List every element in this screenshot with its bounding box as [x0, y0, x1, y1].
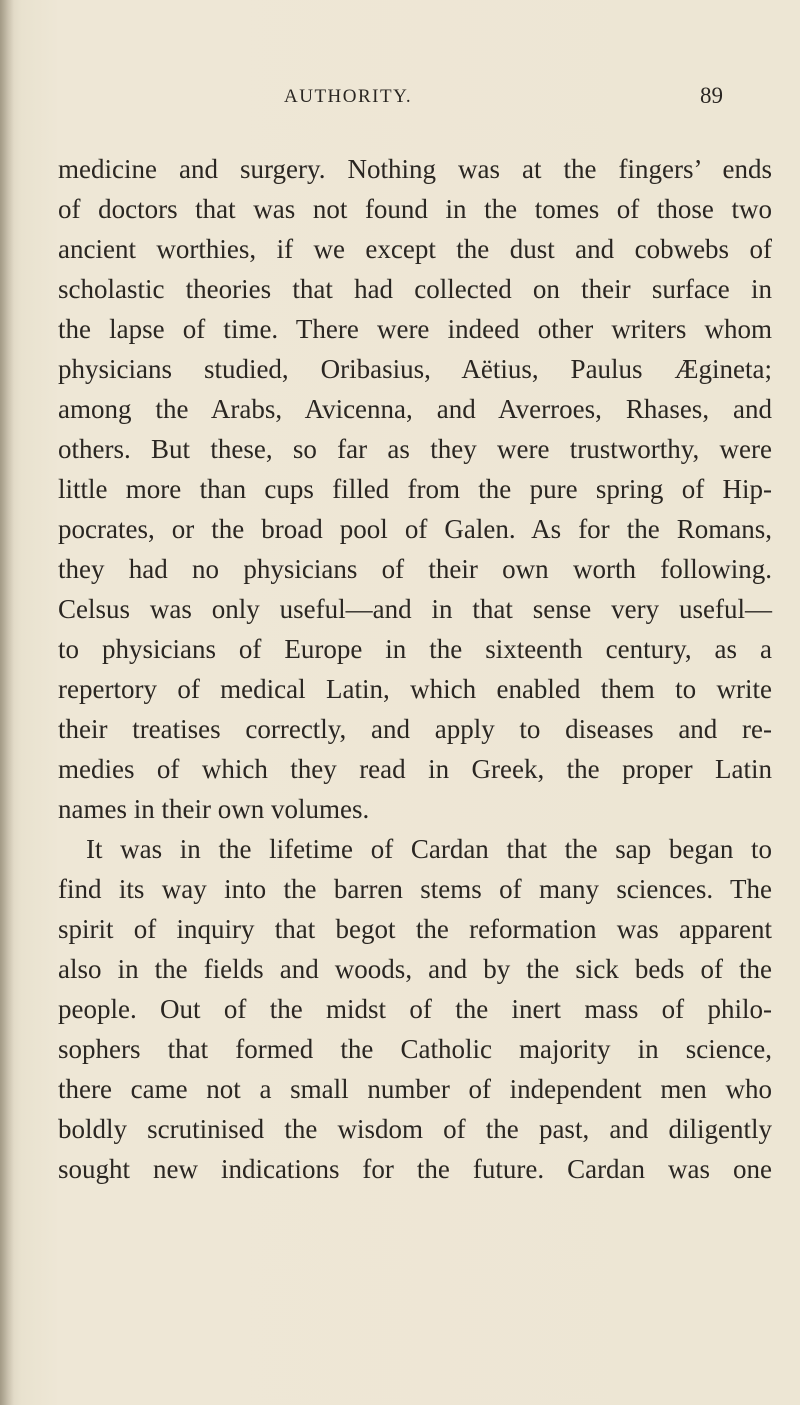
text-line: the lapse of time. There were indeed other writers whom: [58, 314, 772, 344]
text-line: they had no physicians of their own worth following.: [58, 554, 772, 584]
text-line: names in their own volumes.: [58, 794, 370, 824]
text-line: to physicians of Europe in the sixteenth century, as a: [58, 634, 772, 664]
running-head: AUTHORITY.: [284, 86, 413, 107]
text-line: among the Arabs, Avicenna, and Averroes, Rhases, and: [58, 394, 772, 424]
text-line: scholastic theories that had collected on their surface in: [58, 274, 772, 304]
text-line: people. Out of the midst of the inert mass of philo-: [58, 994, 772, 1024]
text-line: medies of which they read in Greek, the proper Latin: [58, 754, 772, 784]
text-line: It was in the lifetime of Cardan that the sap began to: [86, 834, 772, 864]
text-line: medicine and surgery. Nothing was at the fingers’ ends: [58, 154, 772, 184]
text-line: ancient worthies, if we except the dust and cobwebs of: [58, 234, 772, 264]
text-line: physicians studied, Oribasius, Aëtius, Paulus Ægineta;: [58, 354, 772, 384]
text-line: their treatises correctly, and apply to diseases and re-: [58, 714, 772, 744]
text-line: pocrates, or the broad pool of Galen. As for the Romans,: [58, 514, 772, 544]
text-line: find its way into the barren stems of many sciences. The: [58, 874, 772, 904]
page-number: 89: [700, 83, 723, 108]
text-line: also in the fields and woods, and by the sick beds of the: [58, 954, 772, 984]
text-line: little more than cups filled from the pure spring of Hip-: [58, 474, 772, 504]
text-line: Celsus was only useful—and in that sense very useful—: [58, 594, 772, 624]
text-line: boldly scrutinised the wisdom of the past, and diligently: [58, 1114, 772, 1144]
text-line: repertory of medical Latin, which enabled them to write: [58, 674, 772, 704]
text-line: spirit of inquiry that begot the reformation was apparent: [58, 914, 772, 944]
text-line: sought new indications for the future. Cardan was one: [58, 1154, 772, 1184]
spine-shadow: [0, 0, 14, 1405]
text-line: of doctors that was not found in the tomes of those two: [58, 194, 772, 224]
text-line: there came not a small number of independent men who: [58, 1074, 772, 1104]
text-line: sophers that formed the Catholic majority in science,: [58, 1034, 772, 1064]
text-line: others. But these, so far as they were trustworthy, were: [58, 434, 772, 464]
